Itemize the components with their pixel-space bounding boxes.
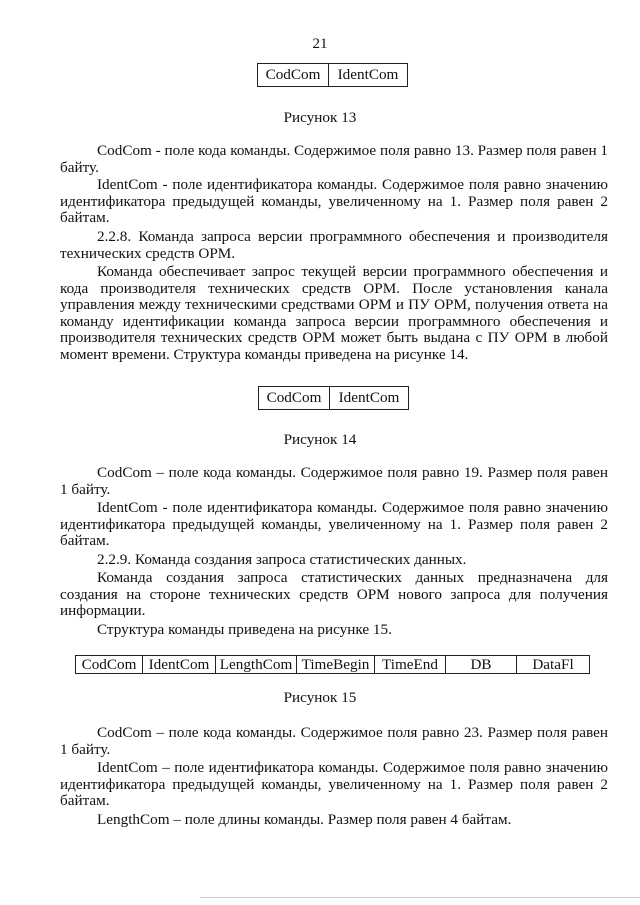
field-cell-identcom: IdentCom	[329, 64, 408, 87]
figure-14-caption: Рисунок 14	[283, 431, 357, 448]
paragraph-identcom-2: IdentCom - поле идентификатора команды. Содержимое поля равно значению идентификатора предыдущей команды, увеличенному на 1. Размер поля равен 2 байтам.	[60, 499, 608, 550]
page-bottom-edge-line	[200, 897, 640, 898]
section-heading-2-2-9: 2.2.9. Команда создания запроса статистических данных.	[97, 551, 467, 568]
paragraph-structure-ref-15: Структура команды приведена на рисунке 15.	[97, 621, 392, 638]
field-cell-timeend: TimeEnd	[375, 656, 446, 674]
field-cell-codcom: CodCom	[259, 387, 330, 410]
field-cell-identcom: IdentCom	[330, 387, 409, 410]
figure-13-structure-table	[257, 63, 408, 87]
page-number: 21	[312, 35, 328, 52]
field-cell-identcom: IdentCom	[143, 656, 216, 674]
field-cell-db: DB	[446, 656, 517, 674]
figure-13-caption: Рисунок 13	[283, 109, 357, 126]
field-cell-codcom: CodCom	[258, 64, 329, 87]
paragraph-codcom-13: CodCom - поле кода команды. Содержимое поля равно 13. Размер поля равен 1 байту.	[60, 142, 608, 176]
figure-15-structure-table	[75, 655, 590, 674]
field-cell-lengthcom: LengthCom	[216, 656, 297, 674]
paragraph-version-request: Команда обеспечивает запрос текущей версии программного обеспечения и кода производителя технических средств ОРМ. После установления канала управления между техническими средствами ОРМ и ПУ ОРМ, получения ответа на команду идентификации команда запроса версии программного обеспечения и производителя технических средств ОРМ может быть выдана с ПУ ОРМ в любой момент времени. Структура команды приведена на рисунке 14.	[60, 263, 608, 363]
paragraph-statistics-request: Команда создания запроса статистических данных предназначена для создания на стороне технических средств ОРМ нового запроса для получения информации.	[60, 569, 608, 620]
section-heading-2-2-8: 2.2.8. Команда запроса версии программного обеспечения и производителя технических средств ОРМ.	[60, 228, 608, 262]
figure-14-structure-table	[258, 386, 409, 410]
paragraph-lengthcom: LengthCom – поле длины команды. Размер поля равен 4 байтам.	[97, 811, 512, 828]
field-cell-timebegin: TimeBegin	[297, 656, 375, 674]
field-cell-datafl: DataFl	[517, 656, 590, 674]
paragraph-codcom-19: CodCom – поле кода команды. Содержимое поля равно 19. Размер поля равен 1 байту.	[60, 464, 608, 498]
field-cell-codcom: CodCom	[76, 656, 143, 674]
figure-15-caption: Рисунок 15	[283, 689, 357, 706]
paragraph-codcom-23: CodCom – поле кода команды. Содержимое поля равно 23. Размер поля равен 1 байту.	[60, 724, 608, 758]
paragraph-identcom-3: IdentCom – поле идентификатора команды. Содержимое поля равно значению идентификатора предыдущей команды, увеличенному на 1. Размер поля равен 2 байтам.	[60, 759, 608, 810]
paragraph-identcom-1: IdentCom - поле идентификатора команды. Содержимое поля равно значению идентификатора предыдущей команды, увеличенному на 1. Размер поля равен 2 байтам.	[60, 176, 608, 227]
